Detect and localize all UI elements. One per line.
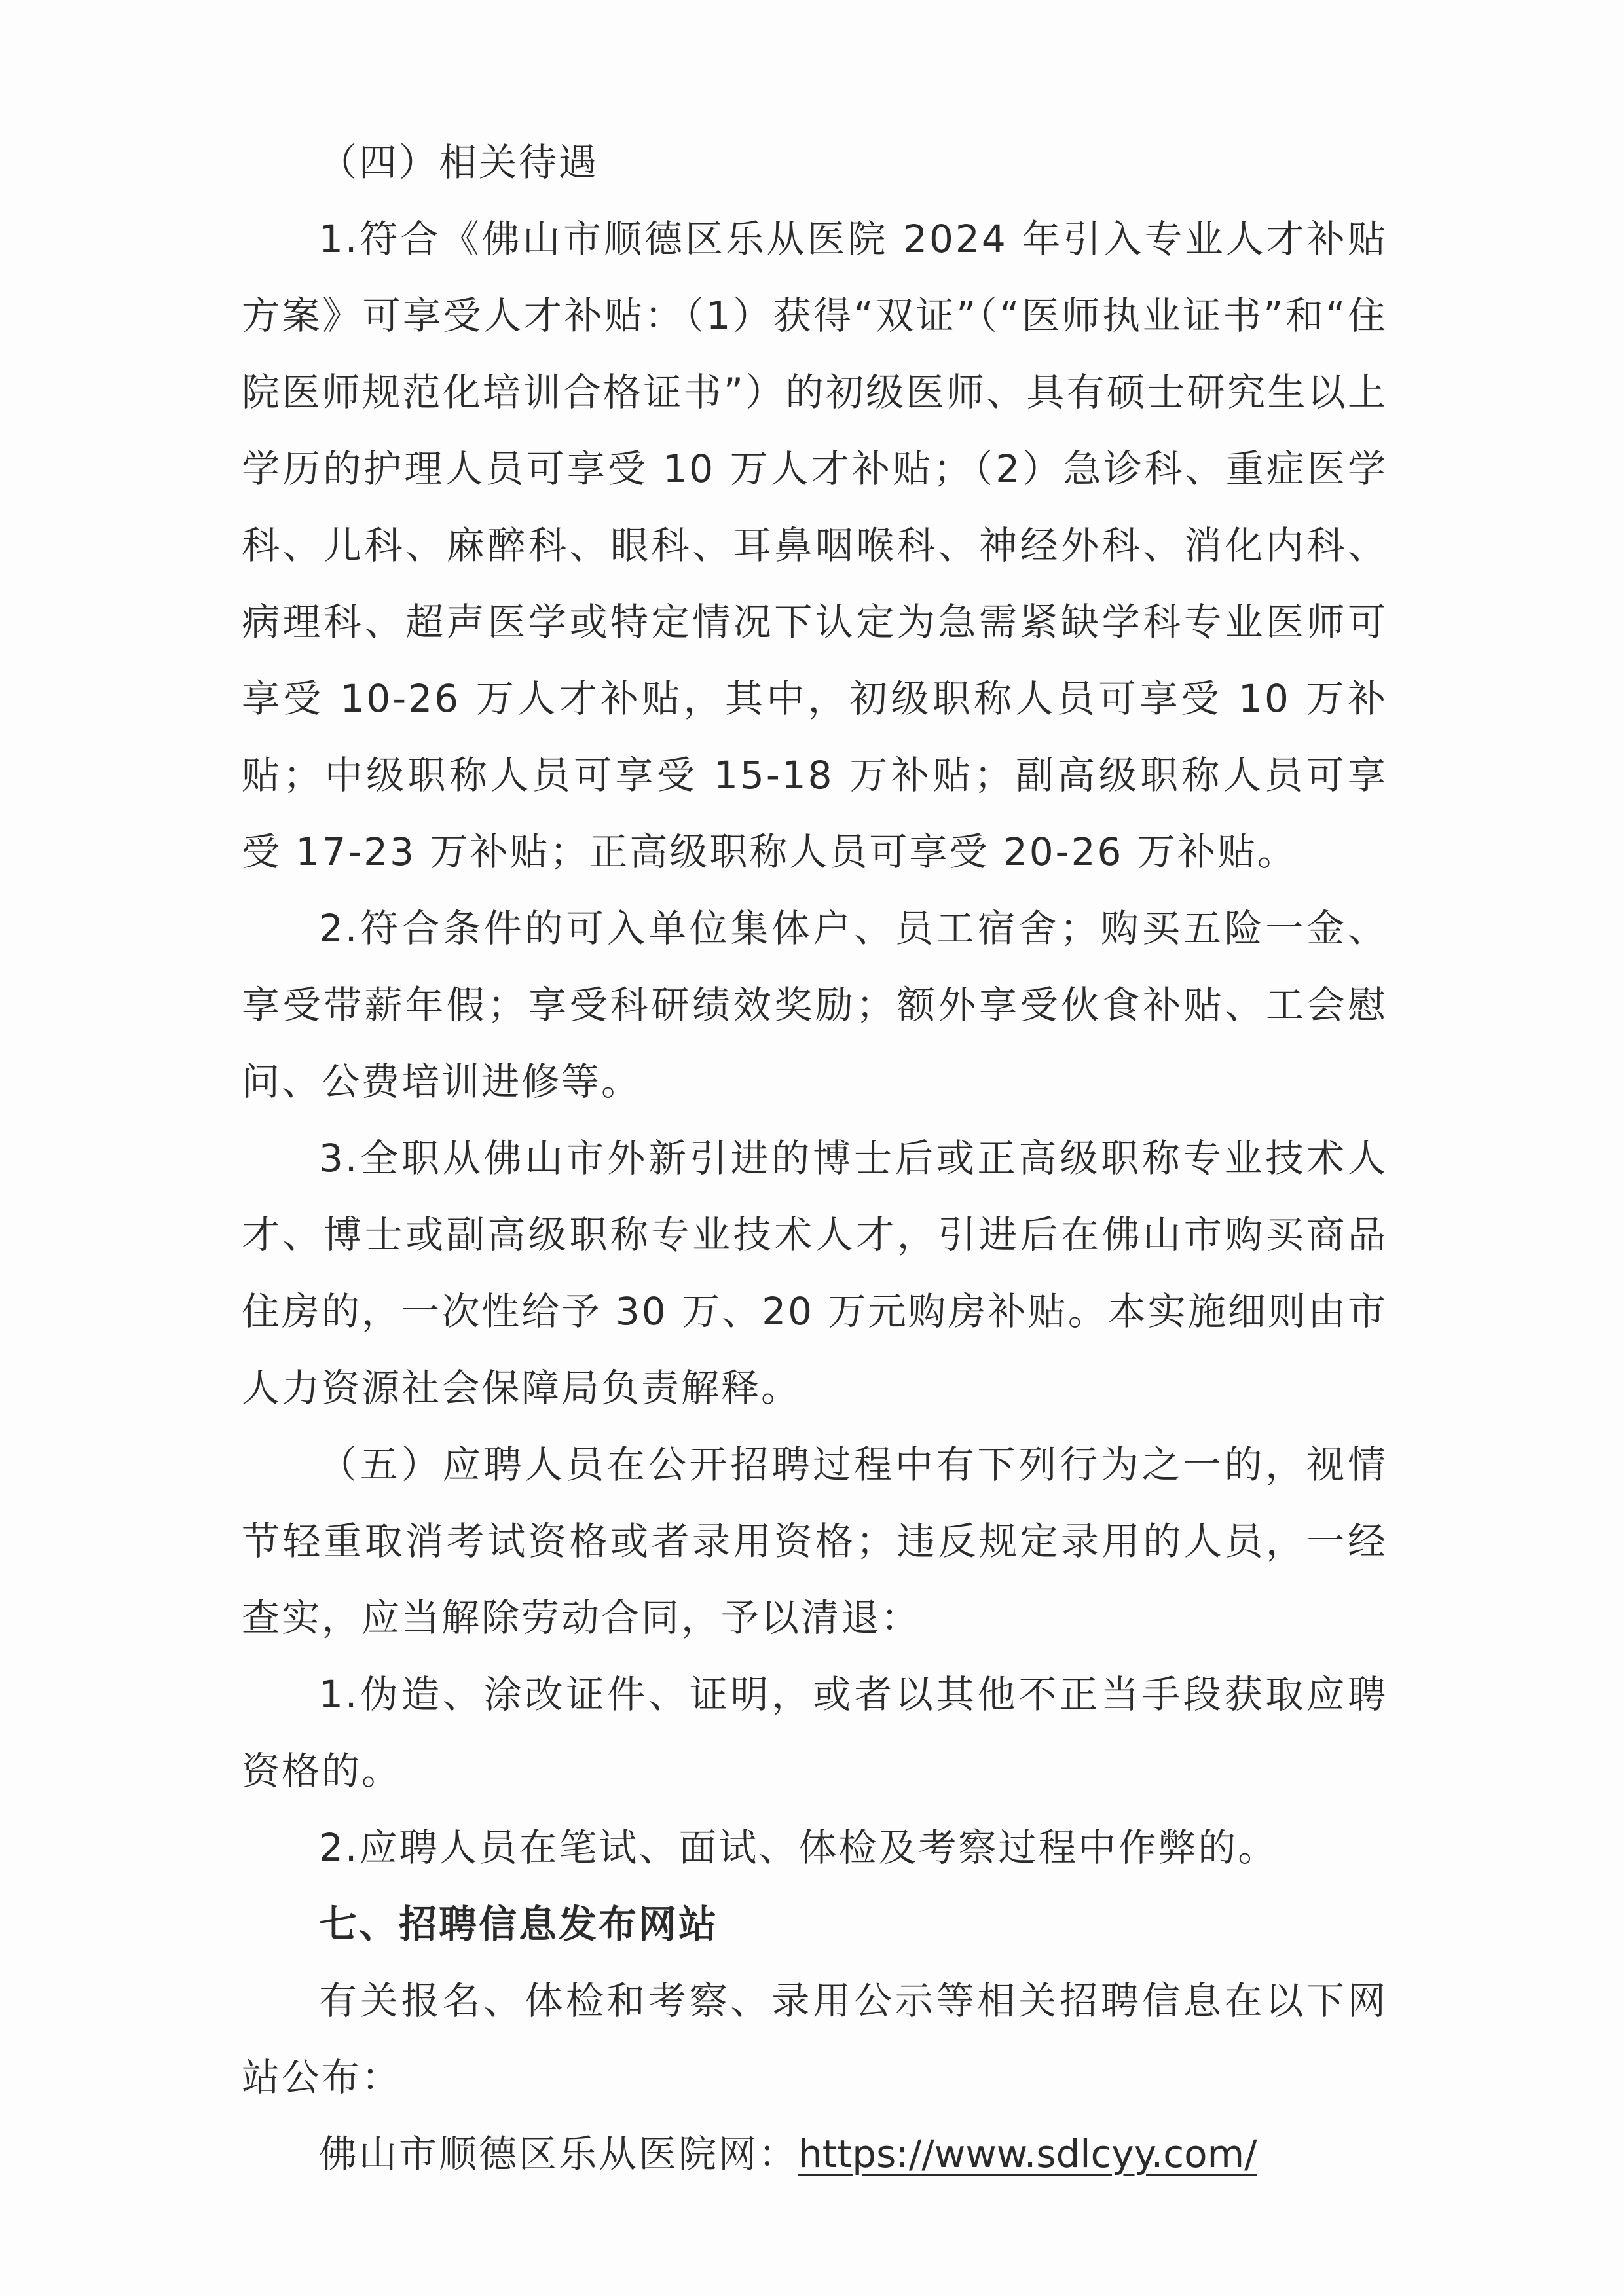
- section-7-title: 七、招聘信息发布网站: [319, 1902, 719, 1946]
- benefit-item-3: 3.全职从佛山市外新引进的博士后或正高级职称专业技术人才、博士或副高级职称专业技术人才，引进后在佛山市购买商品住房的，一次性给予 30 万、20 万元购房补贴。本实施细则由市人力资源社会保障局负责解释。: [242, 1136, 1388, 1410]
- section-4-title: （四）相关待遇: [319, 140, 599, 185]
- section-5-text: （五）应聘人员在公开招聘过程中有下列行为之一的，视情节轻重取消考试资格或者录用资格；违反规定录用的人员，一经查实，应当解除劳动合同，予以清退：: [242, 1442, 1388, 1640]
- website-link[interactable]: https://www.sdlcyy.com/: [798, 2132, 1257, 2176]
- section-7-text: 有关报名、体检和考察、录用公示等相关招聘信息在以下网站公布：: [242, 1978, 1388, 2100]
- website-label: 佛山市顺德区乐从医院网：: [319, 2132, 799, 2176]
- violation-item-1: 1.伪造、涂改证件、证明，或者以其他不正当手段获取应聘资格的。: [242, 1672, 1388, 1793]
- violation-item-2: 2.应聘人员在笔试、面试、体检及考察过程中作弊的。: [319, 1825, 1278, 1870]
- benefit-item-2: 2.符合条件的可入单位集体户、员工宿舍；购买五险一金、享受带薪年假；享受科研绩效奖励；额外享受伙食补贴、工会慰问、公费培训进修等。: [242, 906, 1388, 1104]
- website-line: [242, 2116, 1388, 2193]
- benefit-item-1: 1.符合《佛山市顺德区乐从医院 2024 年引入专业人才补贴方案》可享受人才补贴：（1）获得“双证”（“医师执业证书”和“住院医师规范化培训合格证书”）的初级医师、具有硕士研究生以上学历的护理人员可享受 10 万人才补贴；（2）急诊科、重症医学科、儿科、麻醉科、眼科、耳鼻咽喉科、神经外科、消化内科、病理科、超声医学或特定情况下认定为急需紧缺学科专业医师可享受 10-26 万人才补贴，其中，初级职称人员可享受 10 万补贴；中级职称人员可享受 15-18 万补贴；副高级职称人员可享受 17-23 万补贴；正高级职称人员可享受 20-26 万补贴。: [242, 217, 1388, 874]
- document-body: [242, 124, 1388, 2193]
